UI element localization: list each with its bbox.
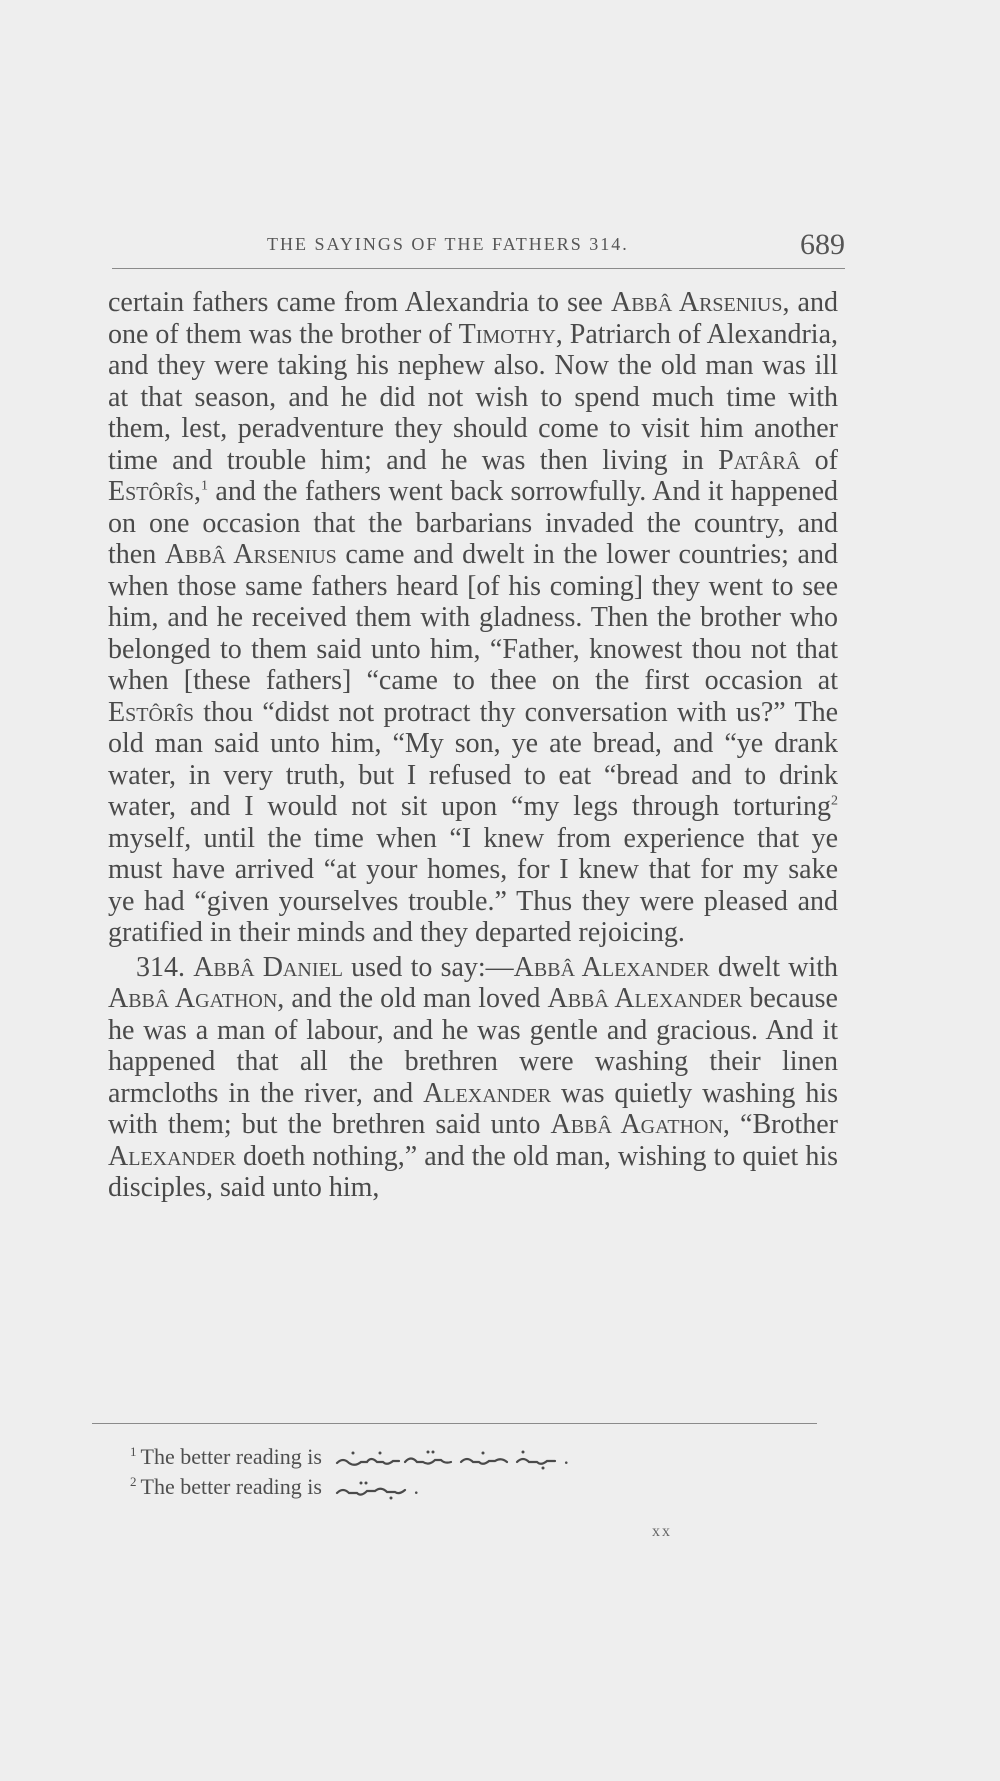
page-number: 689 [800,228,845,261]
name-abba-daniel: Abbâ Daniel [193,951,343,983]
text-run: myself, until the time when “I knew from experience that ye must have arrived “at your homes, for I knew that for my sake ye had “given yourselves trouble.” Thus they were pleased and gratified in their minds and they departed rejoicing. [108,822,838,948]
body-text [108,287,838,1204]
text-run: certain fathers came from Alexandria to see [108,287,611,318]
place-estoris: Estôrîs [108,696,195,728]
paragraph-314 [108,952,838,1204]
paragraph-arsenius [108,287,838,949]
footnotes [130,1442,750,1502]
name-alexander: Alexander [108,1140,236,1172]
text-run: , Patriarch of Alexandria, and they were taking his nephew also. Now the old man was ill at that season, and he did not wish to spend much time with them, lest, peradventure they should come to visit him another time and trouble him; and he was then living in [108,318,838,476]
text-run: dwelt with [709,951,838,983]
footnote-2 [130,1472,750,1502]
syriac-script-image [333,1478,413,1500]
text-run: , “Brother [722,1109,838,1140]
text-run: because he was a man of labour, and he was gentle and gracious. And it happened that all the brethren were washing their linen armcloths in the river, and [108,983,838,1109]
place-estoris: Estôrîs [108,476,195,507]
name-abba-alexander: Abbâ Alexander [513,951,710,983]
syriac-script-image [333,1448,563,1470]
name-abba-agathon: Abbâ Agathon [550,1109,723,1140]
footnote-rule [92,1423,817,1424]
text-run: used to say:— [342,951,514,983]
footnote-mark: 2 [130,1473,137,1489]
footnote-ref-1: 1 [201,478,209,494]
name-abba-alexander: Abbâ Alexander [547,983,743,1014]
text-run: of [800,444,838,476]
name-abba-agathon: Abbâ Agathon [108,983,278,1014]
text-run: came and dwelt in the lower countries; and when those same fathers heard [of his coming] they went to see him, and he received them with gladness. Then the brother who belonged to them said unto him, “Father, knowest thou not that when [these fathers] “came to thee on the first occasion at [108,539,838,696]
footnote-1 [130,1442,750,1472]
text-run: and the fathers went back sorrowfully. And it happened on one occasion that the barbarians invaded the country, and then [108,476,838,570]
place-patara: Patârâ [718,444,801,476]
name-alexander: Alexander [423,1077,552,1109]
section-number: 314. [136,951,194,983]
header-rule [112,268,845,269]
footnote-mark: 1 [130,1443,137,1459]
signature-mark: xx [652,1523,672,1540]
page-header [112,228,845,280]
text-run: was quietly washing his with them; but the brethren said unto [108,1077,839,1140]
footnote-text: The better reading is [140,1444,322,1469]
text-run: , and one of them was the brother of [108,287,838,350]
name-abba-arsenius: Abbâ Arsenius [610,287,783,318]
footnote-text: The better reading is [140,1474,322,1499]
footnote-end: . [413,1474,419,1499]
text-run: doeth nothing,” and the old man, wishing to quiet his disciples, said unto him, [108,1140,838,1203]
name-timothy: Timothy [458,318,556,350]
footnote-end: . [563,1444,569,1469]
text-run: , and the old man loved [277,983,548,1014]
name-abba-arsenius: Abbâ Arsenius [164,539,337,570]
text-run: , [194,476,202,507]
running-head: THE SAYINGS OF THE FATHERS 314. [267,234,629,254]
text-run: thou “didst not protract thy conversation with us?” The old man said unto him, “My son, ye ate bread, and “ye drank water, in very truth, but I refused to eat “bread and to drink water, and I would not sit upon “my legs through torturing [108,696,838,822]
footnote-ref-2: 2 [831,793,838,809]
